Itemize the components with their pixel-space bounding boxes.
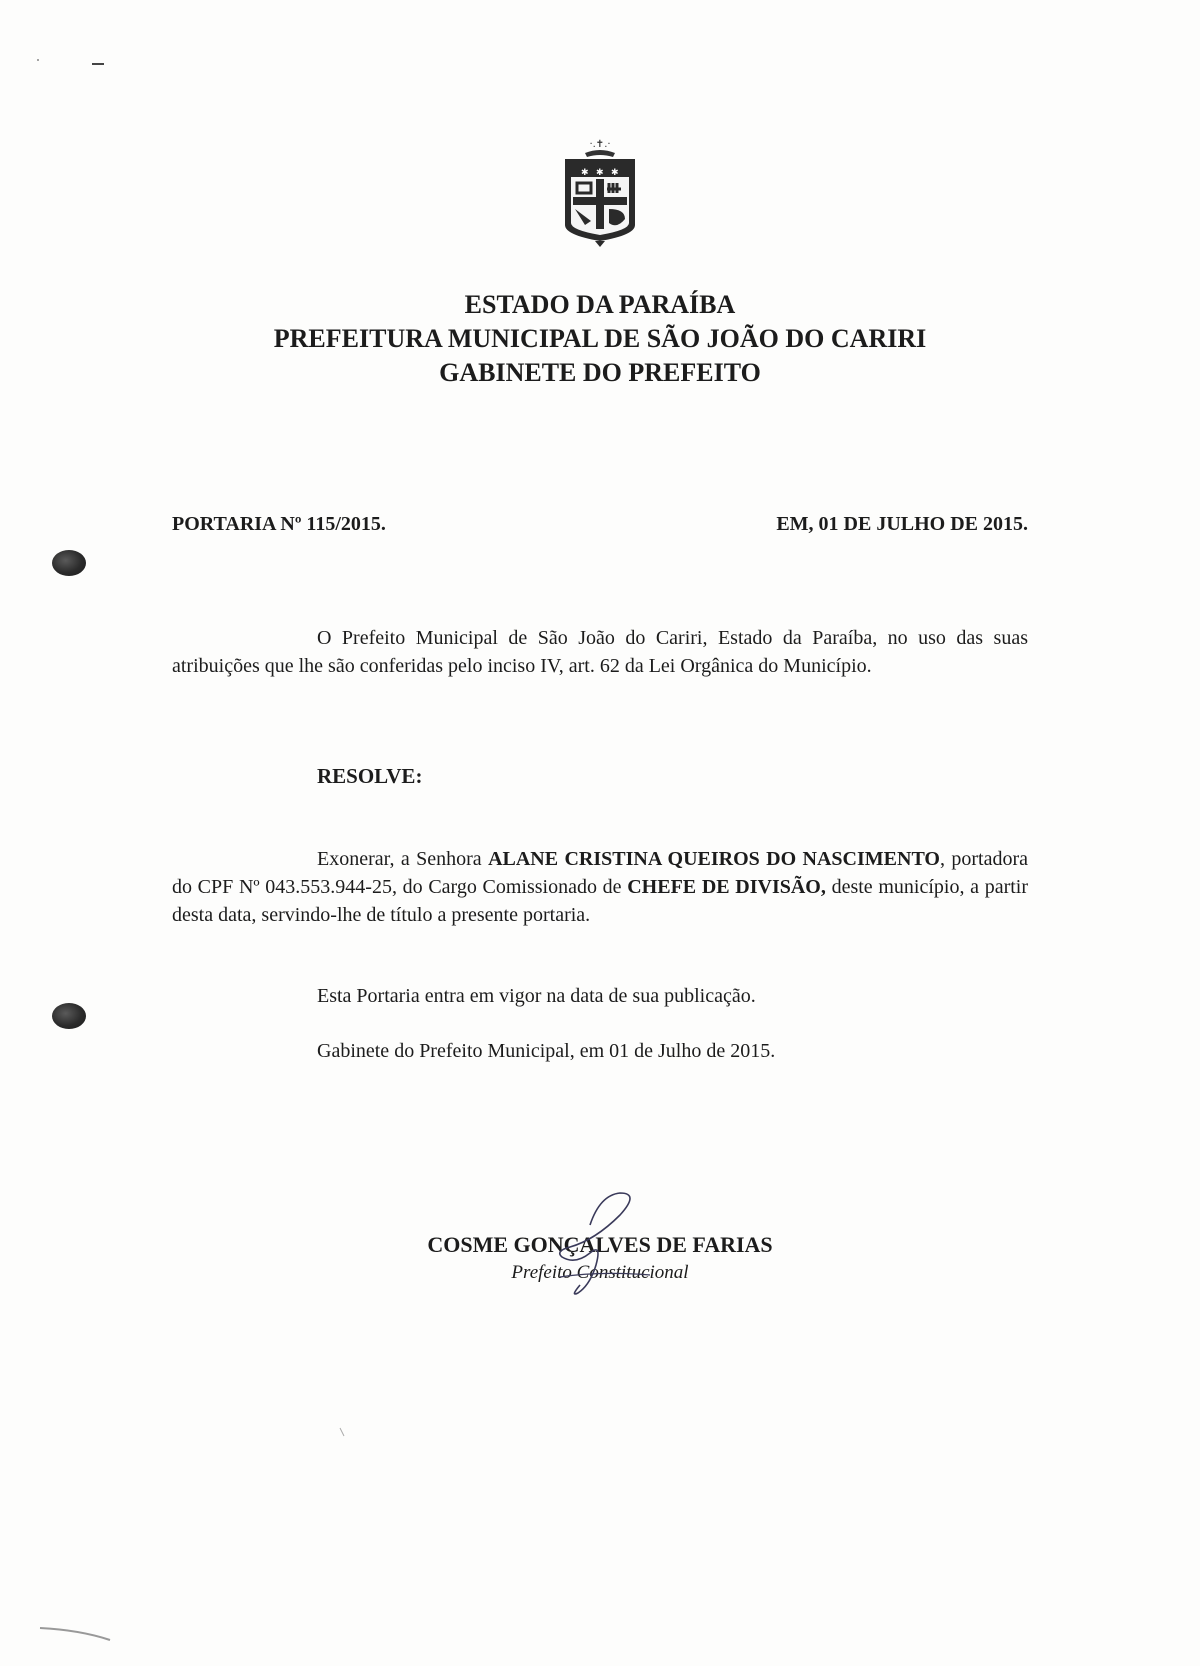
signatory-name: COSME GONÇALVES DE FARIAS <box>427 1232 773 1257</box>
portaria-number: PORTARIA Nº 115/2015. <box>172 513 386 535</box>
svg-text:✱: ✱ <box>611 168 619 178</box>
preamble-paragraph <box>172 624 1028 680</box>
exoneration-paragraph <box>172 845 1028 929</box>
header-state: ESTADO DA PARAÍBA <box>464 290 736 319</box>
portaria-date: EM, 01 DE JULHO DE 2015. <box>776 513 1028 535</box>
exonerar-prefix: Exonerar, a Senhora <box>317 848 482 870</box>
svg-text:✱: ✱ <box>581 168 589 178</box>
gabinete-text: Gabinete do Prefeito Municipal, em 01 de Julho de 2015. <box>317 1040 776 1062</box>
exonerar-suffix: deste município, a partir desta data, servindo-lhe de título a presente portaria. <box>172 876 1029 926</box>
svg-text:·.✝.·: ·.✝.· <box>589 139 611 150</box>
punch-hole-bottom <box>52 1003 86 1029</box>
cargo-name: CHEFE DE DIVISÃO, <box>627 876 826 898</box>
handwritten-signature <box>500 1185 690 1305</box>
document-header <box>150 288 1050 390</box>
header-office: GABINETE DO PREFEITO <box>439 358 761 387</box>
vigor-text: Esta Portaria entra em vigor na data de sua publicação. <box>317 985 756 1007</box>
resolve-heading: RESOLVE: <box>317 764 423 788</box>
cpf-text: , portadora do CPF Nº 043.553.944-25, do Cargo Comissionado de <box>172 848 1028 898</box>
preamble-text: O Prefeito Municipal de São João do Cariri, Estado da Paraíba, no uso das suas atribuições que lhe são conferidas pelo inciso IV, art. 62 da Lei Orgânica do Município. <box>172 627 1028 677</box>
person-name: ALANE CRISTINA QUEIROS DO NASCIMENTO <box>488 848 940 870</box>
svg-text:✱: ✱ <box>596 168 604 178</box>
municipal-coat-of-arms-icon <box>555 137 645 249</box>
signatory-title: Prefeito Constitucional <box>511 1262 689 1283</box>
header-municipality: PREFEITURA MUNICIPAL DE SÃO JOÃO DO CARIRI <box>273 324 927 353</box>
punch-hole-top <box>52 550 86 576</box>
